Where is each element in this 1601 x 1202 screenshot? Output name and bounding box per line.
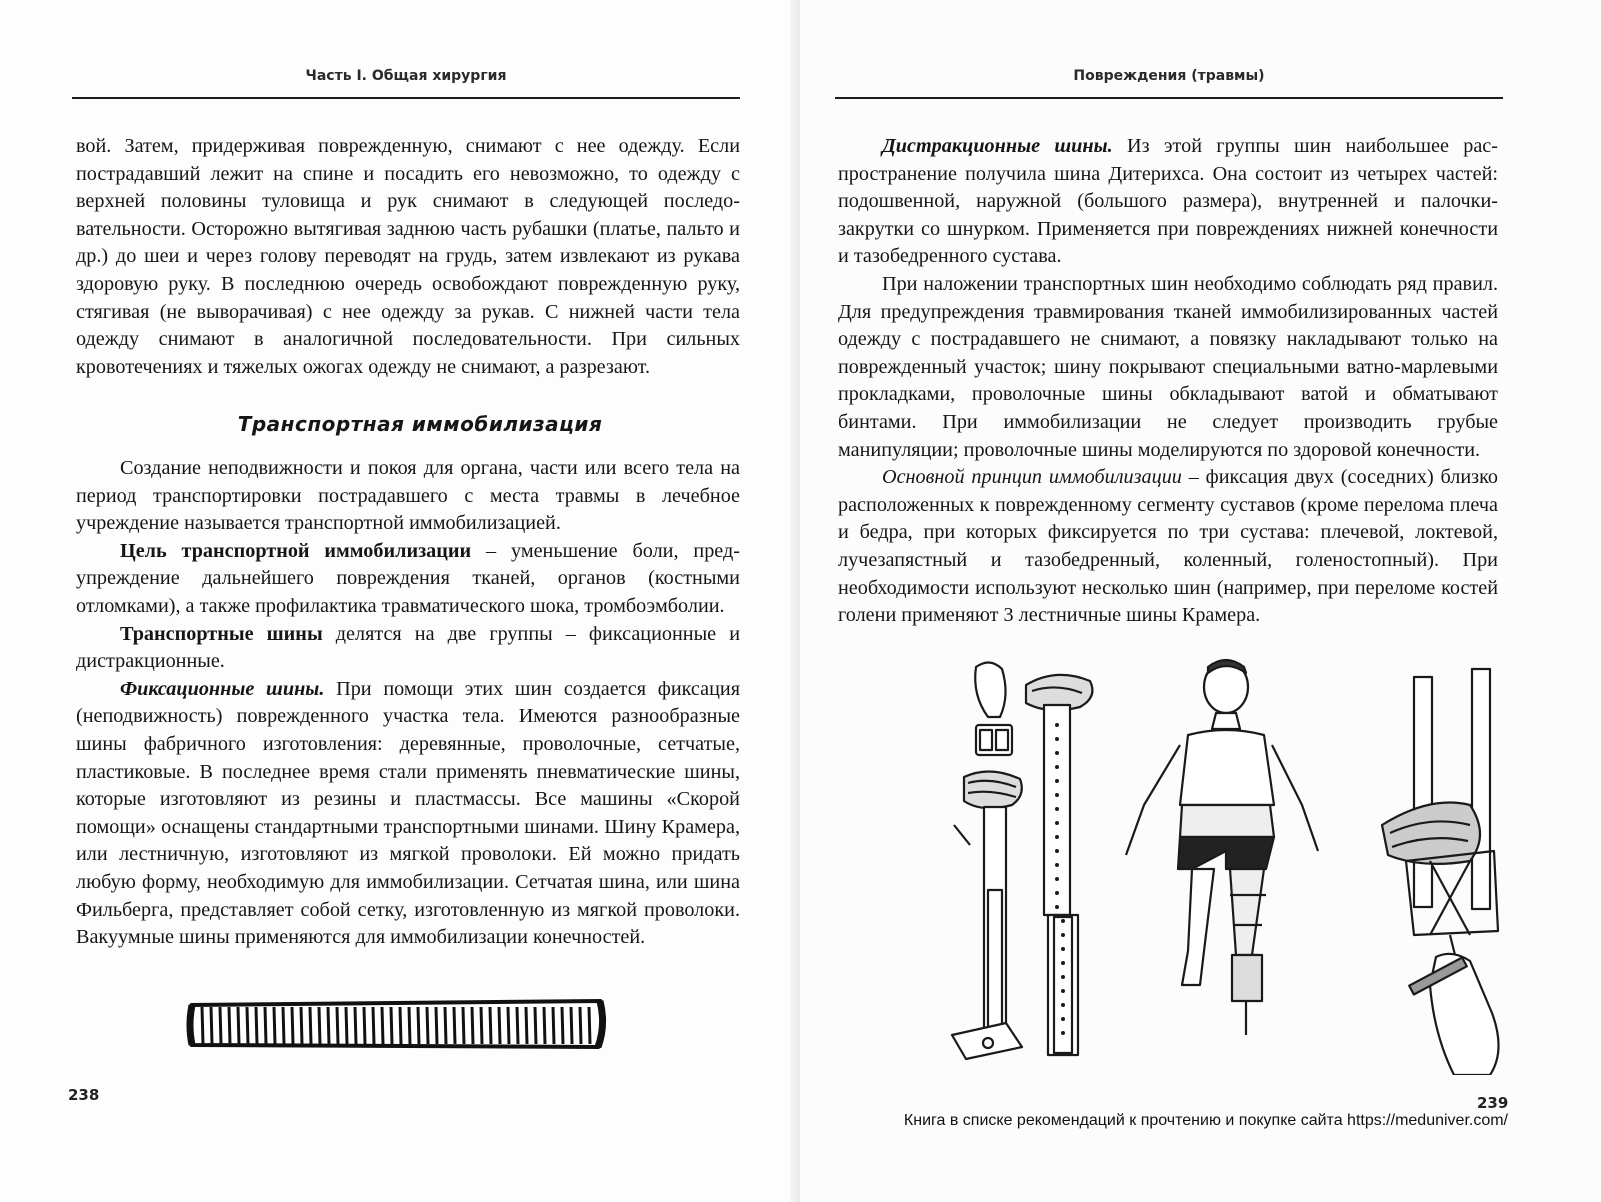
left-paragraph-4 <box>76 621 740 676</box>
right-paragraph-1-text: Из этой группы шин наибольшее распространение получила шина Дитерихса. Она состоит из четырех частей: подошвенной, наружной (большого размера), внутренней и палочки-закрутки со шнурком. Применяется при повреждениях нижней конечности и тазобедренного сустава. <box>838 135 1498 268</box>
left-text-block-1 <box>76 133 740 381</box>
left-paragraph-3-text: – уменьшение боли, предупреждение дальнейшего повреждения тканей, органов (костными отломками), а также профилактика травматического шока, тромбоэмболии. <box>76 539 740 617</box>
left-page <box>0 0 800 1202</box>
right-paragraph-1 <box>838 133 1498 271</box>
term-fixation-splints: Фиксационные шины. <box>120 677 325 700</box>
term-distraction-splints: Дистракционные шины. <box>882 135 1113 157</box>
right-paragraph-3 <box>838 464 1498 630</box>
ladder-splint-figure <box>186 995 610 1055</box>
header-rule-right <box>835 97 1503 99</box>
page-number-right: 239 <box>1477 1094 1509 1112</box>
page-number-left: 238 <box>68 1086 100 1104</box>
right-paragraph-2: При наложении транспортных шин необходимо соблюдать ряд правил. Для предупреждения травмирования тканей иммобилизированных частей одежду с пострадавшего не снимают, а повязку накладывают только на поврежденный участок; шину покрывают специальными ватно-марлевыми прокладками, проволочные шины обкладывают ватой и обматывают бинтами. При иммобилизации не следует производить грубые манипуляции; проволочные шины моделируются по здоровой конечности. <box>838 272 1498 461</box>
running-head-left: Часть I. Общая хирургия <box>305 68 507 84</box>
left-paragraph-2: Создание неподвижности и покоя для органа, части или всего тела на период транспортировки пострадавшего с места травмы в лечебное учреждение называется транспортной иммобилизацией. <box>76 457 740 535</box>
term-immobilization-principle: Основной принцип иммобилизации <box>882 466 1182 489</box>
running-head-right: Повреждения (травмы) <box>1073 68 1265 84</box>
term-immobilization-goal: Цель транспортной иммобилизации <box>120 539 472 562</box>
dieterichs-splint-figure <box>930 655 1530 1075</box>
term-transport-splints: Транспортные шины <box>120 622 323 645</box>
section-heading: Транспортная иммобилизация <box>237 412 603 436</box>
right-page <box>800 0 1601 1202</box>
right-text-block <box>838 133 1498 630</box>
footer-note: Книга в списке рекомендаций к прочтению и покупке сайта https://meduniver.com/ <box>903 1112 1508 1129</box>
right-paragraph-3-text: – фиксация двух (соседних) близко расположенных к поврежденному сегменту суставов (кроме перелома плеча и бедра, при которых фиксируется по три сустава: плечевой, локтевой, лучезапястный и тазобедренный, коленный, голеностопный). При необходимости используют несколько шин (например, при переломе костей голени применяют 3 лестничные шины Крамера. <box>838 466 1498 627</box>
header-rule-left <box>72 97 740 99</box>
left-paragraph-3 <box>76 538 740 621</box>
left-paragraph-5-text: При помощи этих шин создается фиксация (неподвижность) поврежденного участка тела. Имеются разнообразные шины фабричного изготовления: деревянные, проволочные, сетчатые, пластиковые. В последнее время стали применять пневматические шины, которые изготовляют из резины и пластмассы. Все машины «Скорой помощи» оснащены стандартными транспортными шинами. Шину Крамера, или лестничную, изготовляют из мягкой проволоки. Ей можно придать любую форму, необходимую для иммобилизации. Сетчатая шина, или шина Фильберга, представляет собой сетку, изготовленную из мягкой проволоки. Вакуумные шины применяются для иммобилизации конечностей. <box>76 677 740 949</box>
left-paragraph-4-text: делятся на две группы – фиксационные и дистракционные. <box>76 622 740 673</box>
left-paragraph-5 <box>76 676 740 952</box>
left-paragraph-1: вой. Затем, придерживая поврежденную, снимают с нее одежду. Если пострадавший лежит на спине и посадить его невозможно, то одежду с верхней половины туловища и рук снимают в следующей последовательности. Осторожно вытягивая заднюю часть рубашки (платье, пальто и др.) до шеи и через голову переводят на грудь, затем извлекают из рукава здоровую руку. В последнюю очередь освобождают поврежденную руку, стягивая (не выворачивая) с нее одежду за рукав. С нижней части тела одежду снимают в аналогичной последовательности. При сильных кровотечениях и тяжелых ожогах одежду не снимают, а разрезают. <box>76 135 740 378</box>
left-text-block-2 <box>76 455 740 952</box>
